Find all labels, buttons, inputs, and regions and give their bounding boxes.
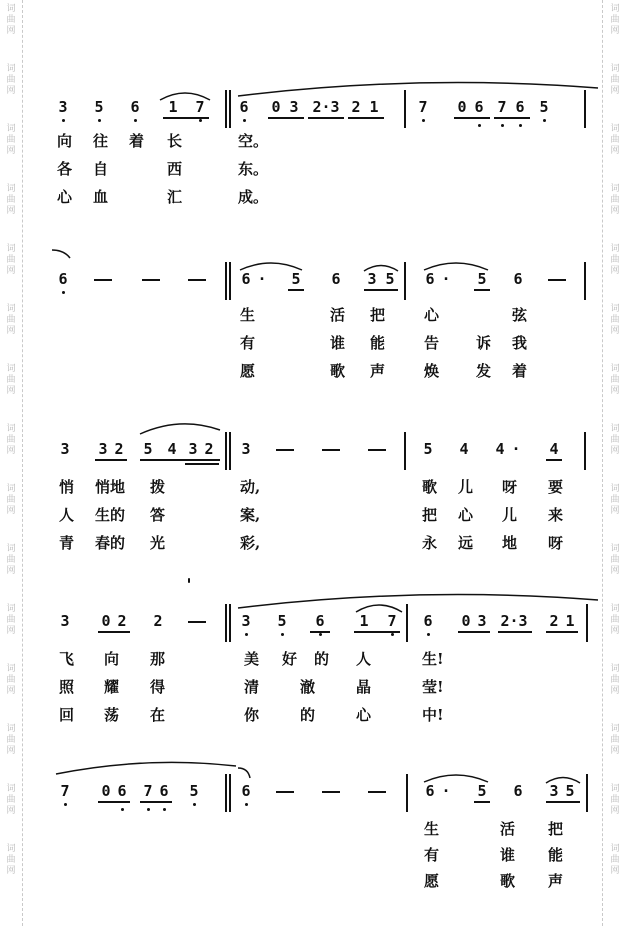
lyric: 心 — [57, 188, 73, 206]
lyric: 歌 — [500, 872, 516, 890]
watermark-text: 词 曲 网 — [6, 484, 16, 516]
note: 5 — [565, 782, 575, 800]
note: 3 — [549, 782, 559, 800]
lyric: 把 — [548, 820, 564, 838]
lyric: 春的 — [95, 534, 126, 552]
lower-octave-dot — [478, 124, 481, 127]
watermark-text: 词 曲 网 — [6, 664, 16, 696]
slur — [238, 80, 598, 100]
lyric: 空。 — [238, 132, 269, 150]
lyric: 儿 — [458, 478, 474, 496]
lyric: 动, — [240, 478, 261, 496]
barline — [229, 432, 231, 470]
lyric: 西 — [167, 160, 183, 178]
extension-dash — [276, 791, 294, 793]
watermark-text: 词 曲 网 — [6, 424, 16, 456]
underline — [140, 801, 172, 803]
lyric: 能 — [370, 334, 386, 352]
watermark-text: 词 曲 网 — [6, 844, 16, 876]
note: · — [257, 270, 267, 288]
lyric: 汇 — [167, 188, 183, 206]
watermark-text: 词 曲 网 — [610, 784, 620, 816]
lyric: 能 — [548, 846, 564, 864]
note: 5 — [539, 98, 549, 116]
extension-dash — [368, 791, 386, 793]
lyric: 心 — [424, 306, 440, 324]
barline — [225, 90, 227, 128]
note: · — [441, 782, 451, 800]
watermark-text: 词 曲 网 — [6, 64, 16, 96]
barline — [229, 262, 231, 300]
lyric: 来 — [548, 506, 564, 524]
note: 5 — [477, 782, 487, 800]
note: 7 — [195, 98, 205, 116]
watermark-text: 词 曲 网 — [6, 724, 16, 756]
lyric: 成。 — [238, 188, 269, 206]
note: 6 — [423, 612, 433, 630]
note: 0 — [461, 612, 471, 630]
underline — [546, 631, 578, 633]
watermark-text: 词 曲 网 — [610, 424, 620, 456]
extension-dash — [548, 279, 566, 281]
lyric: 东。 — [238, 160, 269, 178]
note: 1 — [359, 612, 369, 630]
note: 6 — [58, 270, 68, 288]
watermark-text: 词 曲 网 — [610, 304, 620, 336]
slur — [52, 248, 72, 260]
underline — [98, 801, 130, 803]
lower-octave-dot — [199, 119, 202, 122]
lower-octave-dot — [501, 124, 504, 127]
barline — [229, 604, 231, 642]
watermark-text: 词 曲 网 — [6, 184, 16, 216]
note: 6 — [513, 782, 523, 800]
watermark-text: 词 曲 网 — [610, 484, 620, 516]
lyric: 心 — [458, 506, 474, 524]
underline — [546, 459, 562, 461]
note: 5 — [423, 440, 433, 458]
lyric: 把 — [370, 306, 386, 324]
underline — [454, 117, 490, 119]
watermark-text: 词 曲 网 — [610, 64, 620, 96]
lyric: 歌 — [422, 478, 438, 496]
note: 1 — [369, 98, 379, 116]
note: 3 — [60, 440, 70, 458]
underline — [498, 631, 532, 633]
lyric: 要 — [548, 478, 564, 496]
lyric: 血 — [93, 188, 109, 206]
right-margin-rule — [602, 0, 603, 926]
lower-octave-dot — [245, 803, 248, 806]
note: 1 — [565, 612, 575, 630]
lyric: 把 — [422, 506, 438, 524]
lyric: 自 — [93, 160, 109, 178]
watermark-text: 词 曲 网 — [610, 364, 620, 396]
watermark-text: 词 曲 网 — [610, 844, 620, 876]
extension-dash — [322, 791, 340, 793]
lower-octave-dot — [543, 119, 546, 122]
note: 6 — [239, 98, 249, 116]
lyric: 中! — [422, 706, 444, 724]
lyric: 谁 — [500, 846, 516, 864]
extension-dash — [322, 449, 340, 451]
extension-dash — [142, 279, 160, 281]
note: 6 — [117, 782, 127, 800]
lower-octave-dot — [519, 124, 522, 127]
barline — [586, 604, 588, 642]
note: 5 — [94, 98, 104, 116]
underline — [310, 631, 330, 633]
note: 6 — [474, 98, 484, 116]
watermark-text: 词 曲 网 — [6, 244, 16, 276]
note: 3 — [241, 612, 251, 630]
note: 7 — [418, 98, 428, 116]
note: 6 — [515, 98, 525, 116]
lyric: 长 — [167, 132, 183, 150]
slur — [238, 766, 252, 780]
lyric: 的 — [300, 706, 316, 724]
slur — [238, 592, 598, 612]
lyric: 有 — [424, 846, 440, 864]
watermark-text: 词 曲 网 — [610, 544, 620, 576]
lower-octave-dot — [134, 119, 137, 122]
note: 3 — [60, 612, 70, 630]
underline — [163, 117, 209, 119]
lyric: 拨 — [150, 478, 166, 496]
note: 5 — [385, 270, 395, 288]
lyric: 声 — [370, 362, 386, 380]
note: 1 — [168, 98, 178, 116]
lyric: 有 — [240, 334, 256, 352]
watermark-text: 词 曲 网 — [610, 244, 620, 276]
lower-octave-dot — [163, 808, 166, 811]
lyric: 远 — [458, 534, 474, 552]
note: 6 — [241, 270, 251, 288]
note: · — [511, 440, 521, 458]
note: 4 — [549, 440, 559, 458]
barline — [229, 774, 231, 812]
slur — [56, 760, 236, 776]
lyric: 彩, — [240, 534, 261, 552]
underline — [474, 289, 490, 291]
lyric: 悄地 — [95, 478, 126, 496]
lyric: 地 — [502, 534, 518, 552]
note: 3 — [241, 440, 251, 458]
lyric: 发 — [476, 362, 492, 380]
lyric: 诉 — [476, 334, 492, 352]
lower-octave-dot — [422, 119, 425, 122]
lower-octave-dot — [121, 808, 124, 811]
note: 5 — [477, 270, 487, 288]
note: 6 — [159, 782, 169, 800]
lyric: 飞 — [59, 650, 75, 668]
note: 6 — [513, 270, 523, 288]
lyric: 愿 — [424, 872, 440, 890]
lyric: 着 — [512, 362, 528, 380]
lyric: 你 — [244, 706, 260, 724]
note: 4 — [167, 440, 177, 458]
note: 6 — [241, 782, 251, 800]
lyric: 各 — [57, 160, 73, 178]
lyric: 呀 — [548, 534, 564, 552]
watermark-text: 词 曲 网 — [6, 604, 16, 636]
lower-octave-dot — [245, 633, 248, 636]
watermark-text: 词 曲 网 — [610, 724, 620, 756]
watermark-text: 词 曲 网 — [6, 364, 16, 396]
lyric: 活 — [330, 306, 346, 324]
note: 6 — [425, 782, 435, 800]
watermark-text: 词 曲 网 — [6, 784, 16, 816]
note: 5 — [277, 612, 287, 630]
barline — [225, 262, 227, 300]
left-margin-rule — [22, 0, 23, 926]
lyric: 人 — [59, 506, 75, 524]
note: 7 — [387, 612, 397, 630]
lyric: 弦 — [512, 306, 528, 324]
lyric: 清 — [244, 678, 260, 696]
lyric: 生! — [422, 650, 444, 668]
lower-octave-dot — [193, 803, 196, 806]
note: 3 — [289, 98, 299, 116]
lyric: 得 — [150, 678, 166, 696]
lyric: 呀 — [502, 478, 518, 496]
underline — [458, 631, 490, 633]
lyric: 活 — [500, 820, 516, 838]
note: 2 — [117, 612, 127, 630]
note: 0 — [271, 98, 281, 116]
note: 2·3 — [312, 98, 340, 116]
lyric: 心 — [356, 706, 372, 724]
watermark-text: 词 曲 网 — [610, 124, 620, 156]
slur — [140, 420, 220, 436]
lyric: 生 — [424, 820, 440, 838]
lyric: 人 — [356, 650, 372, 668]
underline — [308, 117, 344, 119]
lower-octave-dot — [319, 633, 322, 636]
note: 7 — [497, 98, 507, 116]
lyric: 美 — [244, 650, 260, 668]
extension-dash — [188, 621, 206, 623]
barline — [584, 262, 586, 300]
note: 3 — [58, 98, 68, 116]
note: 2 — [351, 98, 361, 116]
underline — [288, 289, 304, 291]
note: 3 — [367, 270, 377, 288]
note: 2·3 — [500, 612, 528, 630]
watermark-text: 词 曲 网 — [610, 4, 620, 36]
note: 5 — [189, 782, 199, 800]
lower-octave-dot — [62, 119, 65, 122]
barline — [404, 432, 406, 470]
extension-dash — [276, 449, 294, 451]
barline — [584, 90, 586, 128]
note: 2 — [204, 440, 214, 458]
lyric: 回 — [59, 706, 75, 724]
underline — [98, 631, 130, 633]
note: 3 — [477, 612, 487, 630]
lyric: 向 — [104, 650, 120, 668]
note: 4 — [459, 440, 469, 458]
underline — [546, 801, 580, 803]
lyric: 耀 — [104, 678, 120, 696]
lyric: 我 — [512, 334, 528, 352]
barline — [406, 604, 408, 642]
lyric: 照 — [59, 678, 75, 696]
barline — [225, 774, 227, 812]
watermark-text: 词 曲 网 — [6, 304, 16, 336]
lyric: 生 — [240, 306, 256, 324]
lyric: 光 — [150, 534, 166, 552]
note: 0 — [457, 98, 467, 116]
lower-octave-dot — [98, 119, 101, 122]
lyric: 青 — [59, 534, 75, 552]
note: 2 — [114, 440, 124, 458]
extension-dash — [368, 449, 386, 451]
lyric: 在 — [150, 706, 166, 724]
watermark-text: 词 曲 网 — [610, 664, 620, 696]
lyric: 悄 — [59, 478, 75, 496]
barline — [406, 774, 408, 812]
note: 3 — [188, 440, 198, 458]
lower-octave-dot — [147, 808, 150, 811]
lyric: 往 — [93, 132, 109, 150]
note: 0 — [101, 612, 111, 630]
lyric: 荡 — [104, 706, 120, 724]
underline — [474, 801, 490, 803]
lower-octave-dot — [391, 633, 394, 636]
barline — [586, 774, 588, 812]
lyric: 声 — [548, 872, 564, 890]
note: 7 — [143, 782, 153, 800]
note: 6 — [315, 612, 325, 630]
lyric: 歌 — [330, 362, 346, 380]
note: · — [441, 270, 451, 288]
underline — [364, 289, 398, 291]
lyric: 的 — [314, 650, 330, 668]
barline — [229, 90, 231, 128]
lyric: 永 — [422, 534, 438, 552]
watermark-text: 词 曲 网 — [6, 4, 16, 36]
barline — [225, 604, 227, 642]
underline — [354, 631, 400, 633]
note: 7 — [60, 782, 70, 800]
extension-dash — [188, 279, 206, 281]
lyric: 愿 — [240, 362, 256, 380]
lyric: 告 — [424, 334, 440, 352]
lyric: 向 — [57, 132, 73, 150]
extension-dash — [94, 279, 112, 281]
underline — [140, 459, 220, 461]
lower-octave-dot — [62, 291, 65, 294]
ink-speck — [188, 578, 190, 583]
lyric: 生的 — [95, 506, 126, 524]
lyric: 案, — [240, 506, 261, 524]
note: 6 — [425, 270, 435, 288]
underline — [494, 117, 530, 119]
lyric: 好 — [282, 650, 298, 668]
note: 6 — [130, 98, 140, 116]
note: 4 — [495, 440, 505, 458]
lyric: 澈 — [300, 678, 316, 696]
lyric: 着 — [129, 132, 145, 150]
lyric: 焕 — [424, 362, 440, 380]
watermark-text: 词 曲 网 — [610, 604, 620, 636]
watermark-text: 词 曲 网 — [610, 184, 620, 216]
barline — [404, 90, 406, 128]
lyric: 儿 — [502, 506, 518, 524]
watermark-text: 词 曲 网 — [6, 124, 16, 156]
note: 2 — [153, 612, 163, 630]
lyric: 那 — [150, 650, 166, 668]
watermark-text: 词 曲 网 — [6, 544, 16, 576]
lyric: 谁 — [330, 334, 346, 352]
underline — [268, 117, 304, 119]
note: 5 — [143, 440, 153, 458]
barline — [404, 262, 406, 300]
lower-octave-dot — [427, 633, 430, 636]
barline — [584, 432, 586, 470]
note: 5 — [291, 270, 301, 288]
note: 6 — [331, 270, 341, 288]
lyric: 晶 — [356, 678, 372, 696]
lyric: 答 — [150, 506, 166, 524]
barline — [225, 432, 227, 470]
note: 2 — [549, 612, 559, 630]
underline — [348, 117, 384, 119]
underline — [185, 463, 219, 465]
lower-octave-dot — [243, 119, 246, 122]
lyric: 莹! — [422, 678, 444, 696]
note: 0 — [101, 782, 111, 800]
lower-octave-dot — [64, 803, 67, 806]
underline — [95, 459, 127, 461]
lower-octave-dot — [281, 633, 284, 636]
note: 3 — [98, 440, 108, 458]
